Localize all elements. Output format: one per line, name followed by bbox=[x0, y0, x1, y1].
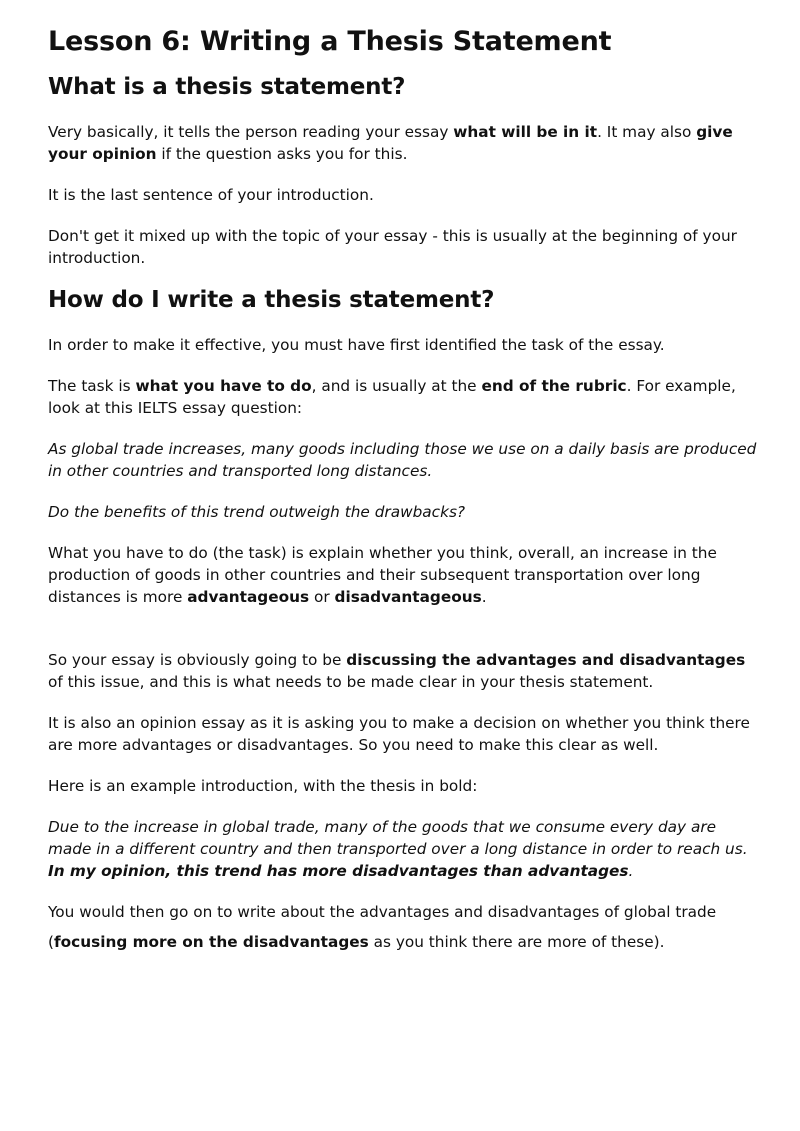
bold-text: disadvantageous bbox=[334, 588, 482, 606]
text-run: . bbox=[481, 588, 487, 606]
text-run: . For example, look at this IELTS essay question: bbox=[48, 377, 736, 417]
paragraph-task-explanation bbox=[48, 542, 760, 608]
essay-question-statement bbox=[48, 438, 760, 482]
document-page bbox=[48, 22, 760, 953]
text-run: , and is usually at the bbox=[311, 377, 482, 395]
italic-text: Do the benefits of this trend outweigh the drawbacks? bbox=[48, 503, 466, 521]
text-run: or bbox=[309, 588, 335, 606]
thesis-bold-italic bbox=[48, 862, 629, 880]
bold-text: what you have to do bbox=[135, 377, 312, 395]
paragraph-example-intro: Here is an example introduction, with the thesis in bold: bbox=[48, 777, 478, 795]
paragraph-task-identify: In order to make it effective, you must have first identified the task of the essay. bbox=[48, 336, 665, 354]
bold-text: give your opinion bbox=[48, 123, 733, 163]
bold-text: discussing the advantages and disadvantages bbox=[346, 651, 746, 669]
page-title: Lesson 6: Writing a Thesis Statement bbox=[48, 26, 612, 57]
italic-text: . bbox=[628, 862, 634, 880]
italic-text: Due to the increase in global trade, many of the goods that we consume every day are made in a different country and then transported over a long distance in order to reach us. bbox=[48, 818, 748, 858]
bold-text: end of the rubric bbox=[481, 377, 627, 395]
paragraph-opinion-essay: It is also an opinion essay as it is asking you to make a decision on whether you think there are more advantages or disadvantages. So you need to make this clear as well. bbox=[48, 714, 750, 754]
text-run: ( bbox=[48, 933, 54, 951]
paragraph-focus-note bbox=[48, 931, 760, 953]
text-run: Very basically, it tells the person reading your essay bbox=[48, 123, 454, 141]
section-heading-how: How do I write a thesis statement? bbox=[48, 287, 495, 313]
text-run: if the question asks you for this. bbox=[156, 145, 408, 163]
bold-text: focusing more on the disadvantages bbox=[53, 933, 369, 951]
text-run: What you have to do (the task) is explain whether you think, overall, an increase in the production of goods in other countries and their subsequent transportation over long distances is more bbox=[48, 544, 717, 606]
paragraph-topic-note: Don't get it mixed up with the topic of your essay - this is usually at the beginning of your introduction. bbox=[48, 227, 737, 267]
bold-text: what will be in it bbox=[453, 123, 598, 141]
text-run: as you think there are more of these). bbox=[368, 933, 665, 951]
paragraph-definition bbox=[48, 121, 760, 165]
text-run: . It may also bbox=[597, 123, 697, 141]
example-introduction bbox=[48, 816, 760, 882]
paragraph-continuation: You would then go on to write about the advantages and disadvantages of global trade bbox=[48, 903, 717, 921]
essay-question-prompt bbox=[48, 501, 760, 523]
text-run: So your essay is obviously going to be bbox=[48, 651, 347, 669]
paragraph-last-sentence: It is the last sentence of your introduction. bbox=[48, 186, 374, 204]
text-run: of this issue, and this is what needs to be made clear in your thesis statement. bbox=[48, 673, 654, 691]
paragraph-essay-focus bbox=[48, 649, 760, 693]
italic-text: As global trade increases, many goods including those we use on a daily basis are produced in other countries and transported long distances. bbox=[48, 440, 757, 480]
paragraph-task-definition bbox=[48, 375, 760, 419]
text-run: The task is bbox=[48, 377, 136, 395]
bold-text: In my opinion, this trend has more disadvantages than advantages bbox=[48, 862, 629, 880]
bold-text: advantageous bbox=[187, 588, 310, 606]
section-heading-what: What is a thesis statement? bbox=[48, 74, 406, 100]
